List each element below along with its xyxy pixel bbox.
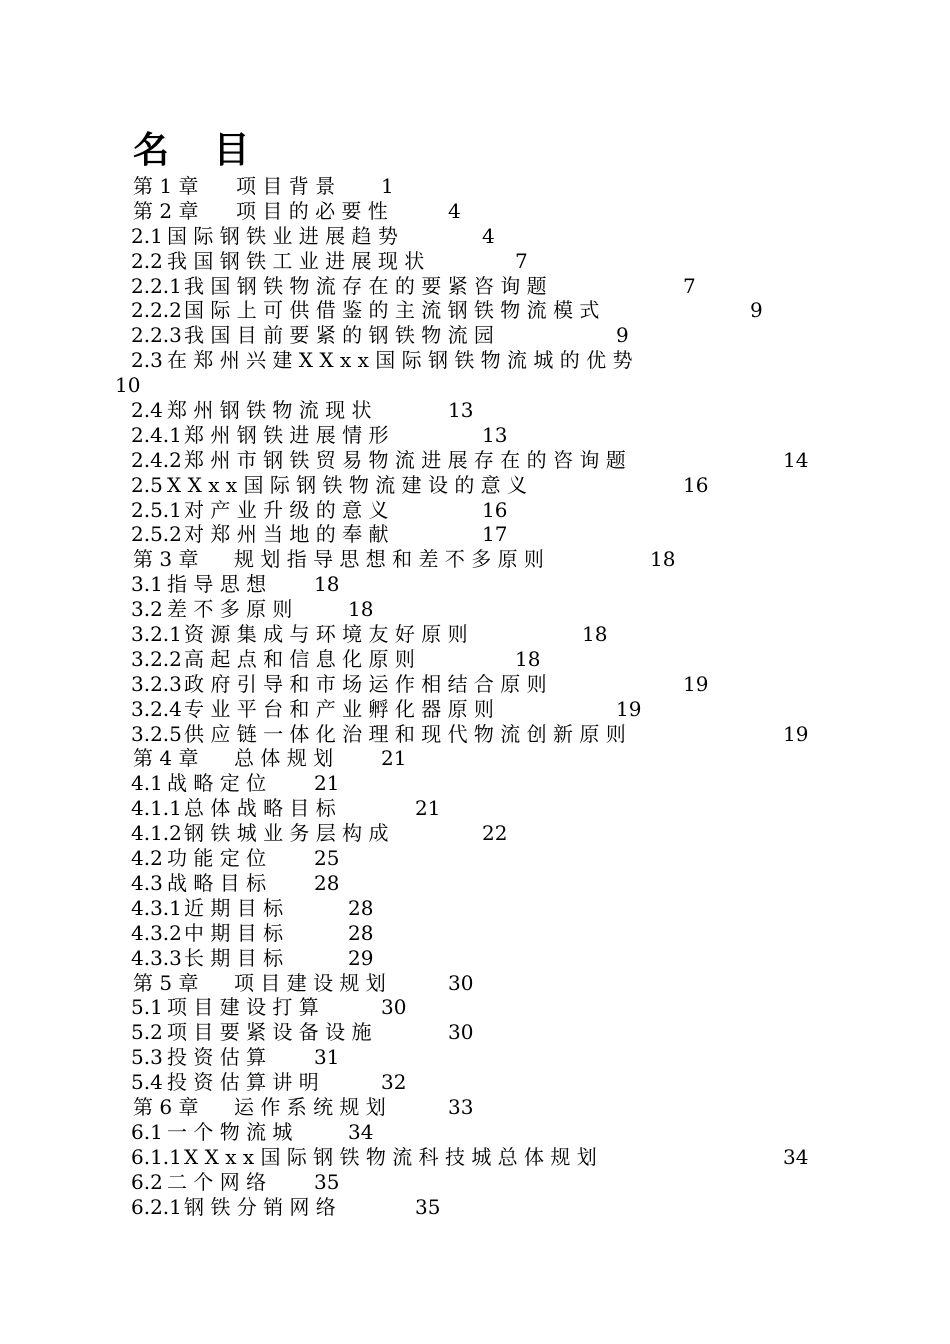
toc-page: 21 xyxy=(415,796,441,821)
toc-page: 28 xyxy=(348,895,374,920)
toc-entry xyxy=(0,871,950,896)
toc-text: 长 期 目 标 xyxy=(184,945,284,970)
toc-text: 中 期 目 标 xyxy=(184,920,284,945)
toc-entry xyxy=(0,697,950,722)
toc-page: 28 xyxy=(348,920,374,945)
toc-entry xyxy=(0,473,950,498)
toc-text: 项 目 建 设 规 划 xyxy=(234,970,386,995)
toc-number: 3.2.5 xyxy=(131,721,182,746)
toc-text: 郑 州 钢 铁 进 展 情 形 xyxy=(184,422,389,447)
toc-text: 规 划 指 导 思 想 和 差 不 多 原 则 xyxy=(234,547,544,572)
toc-entry xyxy=(0,746,950,771)
toc-entry xyxy=(0,274,950,299)
toc-entry xyxy=(0,995,950,1020)
toc-entry xyxy=(0,224,950,249)
toc-entry xyxy=(0,1045,950,1070)
toc-number: 5.1 xyxy=(131,995,163,1020)
toc-text: 投 资 估 算 xyxy=(167,1045,267,1070)
toc-page: 28 xyxy=(314,870,340,895)
toc-number: 第 5 章 xyxy=(133,970,199,995)
toc-number: 4.1.2 xyxy=(131,821,182,846)
toc-entry xyxy=(0,846,950,871)
toc-number: 6.1 xyxy=(131,1119,163,1144)
toc-entry xyxy=(0,1120,950,1145)
toc-text: X X x x 国 际 钢 铁 物 流 科 技 城 总 体 规 划 xyxy=(184,1144,597,1169)
toc-text: 一 个 物 流 城 xyxy=(167,1119,293,1144)
toc-number: 2.2.3 xyxy=(131,323,182,348)
toc-text: 国 际 上 可 供 借 鉴 的 主 流 钢 铁 物 流 模 式 xyxy=(184,298,600,323)
toc-number: 3.2.3 xyxy=(131,671,182,696)
toc-entry xyxy=(0,1145,950,1170)
toc-text: 战 略 定 位 xyxy=(167,771,267,796)
toc-text: 运 作 系 统 规 划 xyxy=(234,1094,386,1119)
toc-text: 我 国 钢 铁 工 业 进 展 现 状 xyxy=(167,248,425,273)
toc-number: 2.2.2 xyxy=(131,298,182,323)
toc-text: 差 不 多 原 则 xyxy=(167,597,293,622)
toc-text: 高 起 点 和 信 息 化 原 则 xyxy=(184,646,415,671)
toc-entry xyxy=(0,547,950,572)
toc-text: 项 目 要 紧 设 备 设 施 xyxy=(167,1020,372,1045)
toc-entry xyxy=(0,796,950,821)
toc-entry xyxy=(0,647,950,672)
toc-number: 2.4 xyxy=(131,398,163,423)
toc-text: 我 国 钢 铁 物 流 存 在 的 要 紧 咨 询 题 xyxy=(184,273,547,298)
toc-entry xyxy=(0,174,950,199)
toc-text: 总 体 战 略 目 标 xyxy=(184,796,336,821)
toc-entry xyxy=(0,1195,950,1220)
toc-text: 对 郑 州 当 地 的 奉 献 xyxy=(184,522,389,547)
toc-text: 钢 铁 分 销 网 络 xyxy=(184,1194,336,1219)
toc-entry xyxy=(0,921,950,946)
toc-number: 2.5.1 xyxy=(131,497,182,522)
toc-number: 2.3 xyxy=(131,348,163,373)
toc-page: 18 xyxy=(348,597,374,622)
toc-number: 2.2.1 xyxy=(131,273,182,298)
toc-page: 13 xyxy=(482,422,508,447)
toc-text: 在 郑 州 兴 建 X X x x 国 际 钢 铁 物 流 城 的 优 势 xyxy=(167,348,633,373)
toc-entry xyxy=(0,1070,950,1095)
toc-entry xyxy=(0,622,950,647)
toc-number: 2.4.2 xyxy=(131,447,182,472)
toc-entry xyxy=(0,572,950,597)
toc-number: 3.2.2 xyxy=(131,646,182,671)
toc-text: 国 际 钢 铁 业 进 展 趋 势 xyxy=(167,223,398,248)
toc-page: 17 xyxy=(482,522,508,547)
toc-page: 32 xyxy=(381,1070,407,1095)
toc-entry xyxy=(0,348,950,373)
toc-page: 30 xyxy=(448,970,474,995)
toc-text: 指 导 思 想 xyxy=(167,572,267,597)
toc-text: 政 府 引 导 和 市 场 运 作 相 结 合 原 则 xyxy=(184,671,547,696)
toc-page: 16 xyxy=(683,472,709,497)
toc-entry xyxy=(0,1170,950,1195)
toc-text: 专 业 平 台 和 产 业 孵 化 器 原 则 xyxy=(184,696,494,721)
toc-number: 3.2.1 xyxy=(131,622,182,647)
toc-number: 3.1 xyxy=(131,572,163,597)
toc-page: 9 xyxy=(616,323,629,348)
toc-number: 3.2.4 xyxy=(131,696,182,721)
toc-text: 供 应 链 一 体 化 治 理 和 现 代 物 流 创 新 原 则 xyxy=(184,721,626,746)
toc-page: 16 xyxy=(482,497,508,522)
toc-number: 4.1.1 xyxy=(131,796,182,821)
toc-number: 4.3 xyxy=(131,870,163,895)
toc-page: 25 xyxy=(314,846,340,871)
toc-number: 2.2 xyxy=(131,248,163,273)
toc-number: 5.4 xyxy=(131,1070,163,1095)
toc-text: 资 源 集 成 与 环 境 友 好 原 则 xyxy=(184,622,468,647)
toc-page: 31 xyxy=(314,1045,340,1070)
toc-title: 名 目 xyxy=(133,129,266,171)
toc-entry xyxy=(0,298,950,323)
toc-entry xyxy=(0,249,950,274)
toc-entry xyxy=(0,1095,950,1120)
toc-text: 近 期 目 标 xyxy=(184,895,284,920)
toc-number: 第 6 章 xyxy=(133,1094,199,1119)
toc-entry xyxy=(0,896,950,921)
toc-number: 第 3 章 xyxy=(133,547,199,572)
toc-text: 郑 州 市 钢 铁 贸 易 物 流 进 展 存 在 的 咨 询 题 xyxy=(184,447,626,472)
toc-number: 4.1 xyxy=(131,771,163,796)
toc-entry xyxy=(0,323,950,348)
table-of-contents xyxy=(0,174,950,1219)
toc-number: 2.5 xyxy=(131,472,163,497)
toc-text: 二 个 网 络 xyxy=(167,1169,267,1194)
toc-entry xyxy=(0,1020,950,1045)
toc-text: 对 产 业 升 级 的 意 义 xyxy=(184,497,389,522)
toc-page: 35 xyxy=(314,1169,340,1194)
toc-page: 35 xyxy=(415,1194,441,1219)
toc-text: 投 资 估 算 讲 明 xyxy=(167,1070,319,1095)
toc-number: 2.4.1 xyxy=(131,422,182,447)
toc-entry xyxy=(0,971,950,996)
toc-entry xyxy=(0,821,950,846)
toc-text: 战 略 目 标 xyxy=(167,870,267,895)
toc-page: 34 xyxy=(348,1119,374,1144)
toc-entry xyxy=(0,672,950,697)
toc-number: 4.3.2 xyxy=(131,920,182,945)
toc-page: 18 xyxy=(515,646,541,671)
toc-number: 6.1.1 xyxy=(131,1144,182,1169)
toc-entry xyxy=(0,498,950,523)
toc-number: 5.2 xyxy=(131,1020,163,1045)
toc-number: 2.5.2 xyxy=(131,522,182,547)
toc-page: 18 xyxy=(314,572,340,597)
toc-number: 6.2 xyxy=(131,1169,163,1194)
toc-page: 13 xyxy=(448,398,474,423)
toc-entry xyxy=(0,423,950,448)
toc-page: 7 xyxy=(683,273,696,298)
toc-page: 21 xyxy=(314,771,340,796)
toc-number: 3.2 xyxy=(131,597,163,622)
toc-text: 功 能 定 位 xyxy=(167,846,267,871)
toc-page: 4 xyxy=(482,223,495,248)
toc-page: 18 xyxy=(650,547,676,572)
toc-entry-continuation xyxy=(0,373,950,398)
toc-entry xyxy=(0,597,950,622)
toc-number: 第 1 章 xyxy=(133,174,199,198)
toc-page: 10 xyxy=(115,373,141,398)
toc-entry xyxy=(0,771,950,796)
toc-text: 郑 州 钢 铁 物 流 现 状 xyxy=(167,398,372,423)
toc-text: 项 目 背 景 xyxy=(236,174,336,198)
toc-entry xyxy=(0,722,950,747)
toc-text: 项 目 的 必 要 性 xyxy=(236,198,388,223)
toc-page: 22 xyxy=(482,821,508,846)
toc-page: 7 xyxy=(515,248,528,273)
toc-number: 第 2 章 xyxy=(133,198,199,223)
toc-page: 19 xyxy=(683,671,709,696)
toc-number: 4.2 xyxy=(131,846,163,871)
toc-text: 项 目 建 设 打 算 xyxy=(167,995,319,1020)
toc-page: 21 xyxy=(381,746,407,771)
toc-number: 2.1 xyxy=(131,223,163,248)
toc-number: 第 4 章 xyxy=(133,746,199,771)
toc-page: 19 xyxy=(783,721,809,746)
toc-page: 4 xyxy=(448,198,461,223)
toc-page: 34 xyxy=(783,1144,809,1169)
toc-number: 4.3.1 xyxy=(131,895,182,920)
toc-text: 我 国 目 前 要 紧 的 钢 铁 物 流 园 xyxy=(184,323,494,348)
toc-page: 30 xyxy=(381,995,407,1020)
toc-text: X X x x 国 际 钢 铁 物 流 建 设 的 意 义 xyxy=(167,472,528,497)
toc-number: 4.3.3 xyxy=(131,945,182,970)
toc-page: 9 xyxy=(750,298,763,323)
toc-text: 总 体 规 划 xyxy=(234,746,334,771)
toc-page: 14 xyxy=(783,447,809,472)
toc-page: 30 xyxy=(448,1020,474,1045)
toc-entry xyxy=(0,448,950,473)
toc-text: 钢 铁 城 业 务 层 构 成 xyxy=(184,821,389,846)
toc-entry xyxy=(0,398,950,423)
toc-page: 19 xyxy=(616,696,642,721)
toc-page: 29 xyxy=(348,945,374,970)
toc-number: 5.3 xyxy=(131,1045,163,1070)
toc-page: 1 xyxy=(381,174,394,198)
toc-number: 6.2.1 xyxy=(131,1194,182,1219)
toc-entry xyxy=(0,946,950,971)
toc-entry xyxy=(0,199,950,224)
toc-entry xyxy=(0,522,950,547)
toc-page: 33 xyxy=(448,1094,474,1119)
toc-page: 18 xyxy=(582,622,608,647)
